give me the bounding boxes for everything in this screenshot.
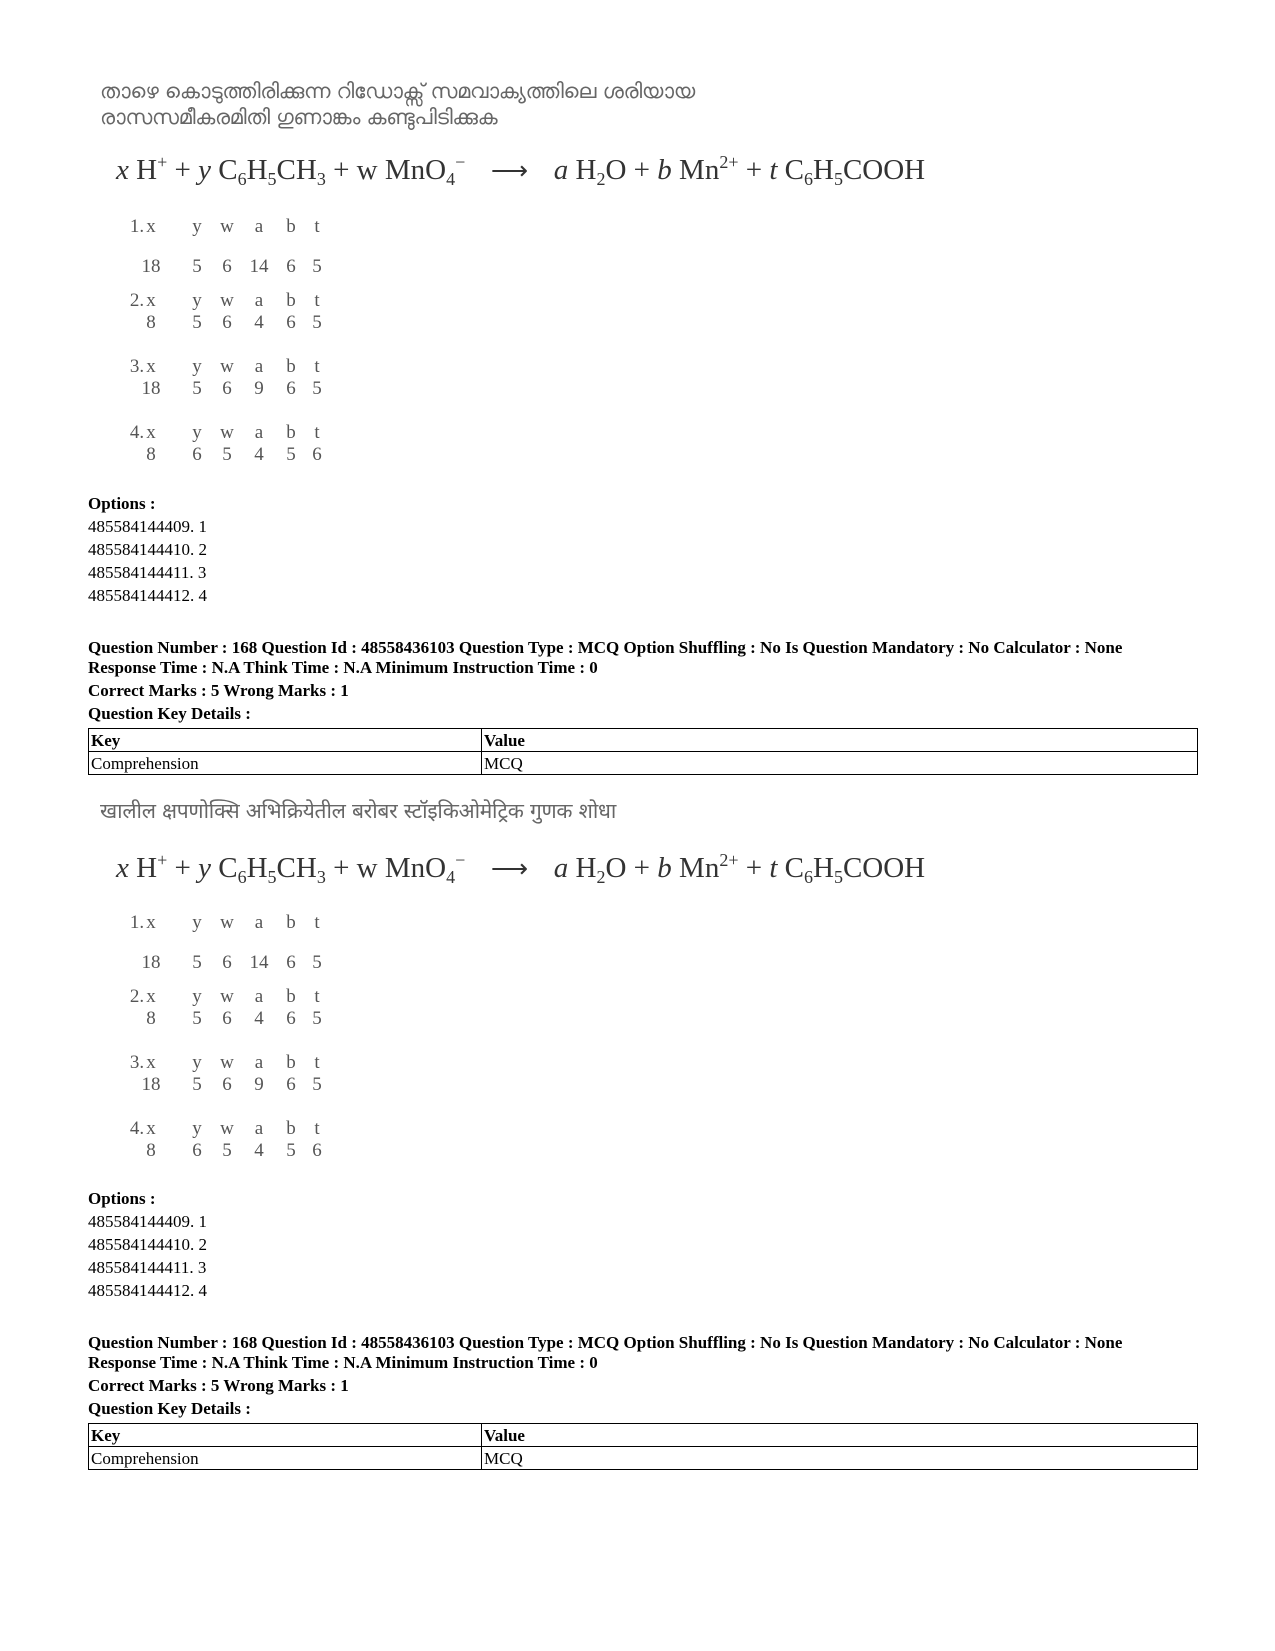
table-cell: MCQ — [482, 752, 1198, 775]
choice-header-cell: x — [146, 1052, 156, 1073]
option-item: 485584144409. 1 — [88, 1212, 207, 1231]
choice-value-cell: 5 — [192, 952, 202, 973]
choice-value-cell: 4 — [254, 312, 264, 333]
choice-header-cell: x — [146, 912, 156, 933]
choice-value-cell: 5 — [192, 256, 202, 277]
choice-value-cell: 5 — [192, 1074, 202, 1095]
choice-value-cell: 6 — [192, 1140, 202, 1161]
choice-value-cell: 18 — [141, 952, 161, 973]
choice-value-cell: 8 — [146, 1140, 156, 1161]
choice-header-cell: x — [146, 1118, 156, 1139]
choice-label: 3. — [129, 356, 145, 377]
choice-label: 2. — [129, 290, 145, 311]
choice-value-cell: 6 — [192, 444, 202, 465]
choice-value-cell: 6 — [222, 312, 232, 333]
choice-header-cell: y — [192, 986, 202, 1007]
table-header-cell: Key — [89, 1424, 482, 1447]
choice-value-cell: 8 — [146, 312, 156, 333]
question-image-1 — [100, 78, 926, 478]
choice-value-cell: 5 — [222, 1140, 232, 1161]
statement-line: താഴെ കൊടുത്തിരിക്കുന്ന റിഡോക്സ് സമവാക്യത്തിലെ ശരിയായ — [100, 79, 695, 103]
choice-header-cell: b — [286, 216, 296, 237]
choice-header-cell: w — [220, 986, 234, 1007]
choice-value-cell: 6 — [286, 312, 296, 333]
choice-header-cell: b — [286, 290, 296, 311]
choice-header-cell: y — [192, 216, 202, 237]
meta-line: Question Number : 168 Question Id : 48558436103 Question Type : MCQ Option Shuffling : No Is Question Mandatory : No Calculator : None — [88, 1333, 1123, 1352]
choice-value-cell: 6 — [222, 256, 232, 277]
choice-value-cell: 5 — [192, 1008, 202, 1029]
choice-header-cell: w — [220, 912, 234, 933]
choice-value-cell: 6 — [286, 952, 296, 973]
choice-value-cell: 5 — [312, 952, 322, 973]
table-cell: Comprehension — [89, 752, 482, 775]
redox-equation: x H+ + y $C_6H_5CH_3 + w$ MnO$_4$− ⟶ a $H_2O + b$ $Mn^{2+} + t$ $C_6H_5COOH$ — [116, 850, 926, 887]
choice-header-cell: a — [254, 986, 264, 1007]
choice-value-cell: 4 — [254, 1140, 264, 1161]
options-label: Options : — [88, 1189, 156, 1208]
table-header-row — [89, 729, 1198, 752]
choice-header-cell: b — [286, 1052, 296, 1073]
table-cell: MCQ — [482, 1447, 1198, 1470]
choice-value-cell: 5 — [286, 444, 296, 465]
choice-value-cell: 6 — [222, 1008, 232, 1029]
choice-value-cell: 6 — [286, 1008, 296, 1029]
choice-header-cell: y — [192, 1118, 202, 1139]
question-key-table — [88, 1423, 1198, 1470]
choice-value-cell: 5 — [192, 378, 202, 399]
choice-header-cell: w — [220, 290, 234, 311]
option-item: 485584144410. 2 — [88, 1235, 207, 1254]
question-image-2 — [100, 798, 926, 1178]
table-header-cell: Value — [482, 729, 1198, 752]
choice-value-cell: 9 — [254, 1074, 264, 1095]
table-row — [89, 1447, 1198, 1470]
choice-header-cell: a — [254, 1118, 264, 1139]
marks-line: Correct Marks : 5 Wrong Marks : 1 — [88, 681, 349, 700]
choice-value-cell: 9 — [254, 378, 264, 399]
choice-label: 1. — [129, 912, 145, 933]
choice-header-cell: x — [146, 216, 156, 237]
question-meta — [88, 1333, 1198, 1373]
choice-value-cell: 8 — [146, 444, 156, 465]
choice-value-cell: 6 — [286, 256, 296, 277]
choice-value-cell: 5 — [222, 444, 232, 465]
choice-header-cell: w — [220, 1118, 234, 1139]
choice-header-cell: b — [286, 356, 296, 377]
table-header-row — [89, 1424, 1198, 1447]
option-item: 485584144412. 4 — [88, 586, 207, 605]
choice-value-cell: 18 — [141, 378, 161, 399]
choice-value-cell: 18 — [141, 256, 161, 277]
choice-header-cell: y — [192, 290, 202, 311]
meta-line: Response Time : N.A Think Time : N.A Minimum Instruction Time : 0 — [88, 658, 598, 677]
redox-equation: x H+ + y $C_6H_5CH_3 + w$ MnO$_4$− ⟶ a $H_2O + b$ $Mn^{2+} + t$ $C_6H_5COOH$ — [116, 152, 926, 189]
question-meta — [88, 638, 1198, 678]
choice-value-cell: 5 — [312, 1008, 322, 1029]
choice-value-cell: 6 — [286, 1074, 296, 1095]
option-item: 485584144411. 3 — [88, 563, 207, 582]
option-item: 485584144412. 4 — [88, 1281, 207, 1300]
choice-value-cell: 4 — [254, 444, 264, 465]
question-statement-malayalam — [100, 78, 920, 130]
option-item: 485584144411. 3 — [88, 1258, 207, 1277]
choice-header-cell: y — [192, 1052, 202, 1073]
choice-header-cell: b — [286, 912, 296, 933]
choice-header-cell: b — [286, 1118, 296, 1139]
choice-value-cell: 5 — [286, 1140, 296, 1161]
choice-value-cell: 6 — [312, 1140, 322, 1161]
choice-header-cell: w — [220, 422, 234, 443]
statement-line: खालील क्षपणोक्सि अभिक्रियेतील बरोबर स्टॉइकिओमेट्रिक गुणक शोधा — [100, 799, 617, 823]
choice-header-cell: b — [286, 986, 296, 1007]
choice-value-cell: 5 — [312, 256, 322, 277]
choice-header-cell: x — [146, 356, 156, 377]
key-details-label: Question Key Details : — [88, 704, 251, 723]
choice-header-cell: w — [220, 216, 234, 237]
choice-value-cell: 5 — [192, 312, 202, 333]
choice-header-cell: t — [314, 1052, 320, 1073]
option-item: 485584144409. 1 — [88, 517, 207, 536]
choice-header-cell: t — [314, 912, 320, 933]
choice-value-cell: 5 — [312, 1074, 322, 1095]
choice-value-cell: 6 — [286, 378, 296, 399]
choice-header-cell: w — [220, 356, 234, 377]
choice-value-cell: 6 — [222, 378, 232, 399]
choice-label: 3. — [129, 1052, 145, 1073]
choice-header-cell: a — [254, 290, 264, 311]
choice-label: 2. — [129, 986, 145, 1007]
choice-header-cell: a — [254, 1052, 264, 1073]
choice-label: 4. — [129, 422, 145, 443]
choice-header-cell: t — [314, 1118, 320, 1139]
key-details-label: Question Key Details : — [88, 1399, 251, 1418]
choice-value-cell: 8 — [146, 1008, 156, 1029]
question-key-table — [88, 728, 1198, 775]
choice-value-cell: 6 — [312, 444, 322, 465]
marks-line: Correct Marks : 5 Wrong Marks : 1 — [88, 1376, 349, 1395]
choice-header-cell: a — [254, 912, 264, 933]
choice-value-cell: 14 — [249, 256, 269, 277]
choice-header-cell: x — [146, 290, 156, 311]
reaction-arrow-icon: ⟶ — [490, 854, 529, 883]
choice-header-cell: a — [254, 422, 264, 443]
table-row — [89, 752, 1198, 775]
choice-label: 1. — [129, 216, 145, 237]
meta-line: Response Time : N.A Think Time : N.A Minimum Instruction Time : 0 — [88, 1353, 598, 1372]
table-header-cell: Key — [89, 729, 482, 752]
choice-header-cell: x — [146, 422, 156, 443]
question-statement-marathi — [100, 798, 920, 824]
choice-header-cell: t — [314, 356, 320, 377]
options-label: Options : — [88, 494, 156, 513]
choice-header-cell: y — [192, 356, 202, 377]
table-cell: Comprehension — [89, 1447, 482, 1470]
choice-header-cell: b — [286, 422, 296, 443]
choice-label: 4. — [129, 1118, 145, 1139]
statement-line: രാസസമീകരമിതി ഗുണാങ്കം കണ്ടുപിടിക്കുക — [100, 105, 498, 129]
choice-value-cell: 18 — [141, 1074, 161, 1095]
choice-header-cell: x — [146, 986, 156, 1007]
choice-value-cell: 6 — [222, 1074, 232, 1095]
choice-value-cell: 4 — [254, 1008, 264, 1029]
choice-header-cell: a — [254, 356, 264, 377]
meta-line: Question Number : 168 Question Id : 48558436103 Question Type : MCQ Option Shuffling : No Is Question Mandatory : No Calculator : None — [88, 638, 1123, 657]
choice-value-cell: 6 — [222, 952, 232, 973]
choice-header-cell: y — [192, 912, 202, 933]
choice-header-cell: t — [314, 422, 320, 443]
choice-value-cell: 5 — [312, 378, 322, 399]
choice-header-cell: t — [314, 216, 320, 237]
choice-value-cell: 14 — [249, 952, 269, 973]
choice-value-cell: 5 — [312, 312, 322, 333]
choice-header-cell: y — [192, 422, 202, 443]
choice-header-cell: a — [254, 216, 264, 237]
choice-header-cell: w — [220, 1052, 234, 1073]
table-header-cell: Value — [482, 1424, 1198, 1447]
reaction-arrow-icon: ⟶ — [490, 156, 529, 185]
choice-header-cell: t — [314, 290, 320, 311]
choice-header-cell: t — [314, 986, 320, 1007]
option-item: 485584144410. 2 — [88, 540, 207, 559]
